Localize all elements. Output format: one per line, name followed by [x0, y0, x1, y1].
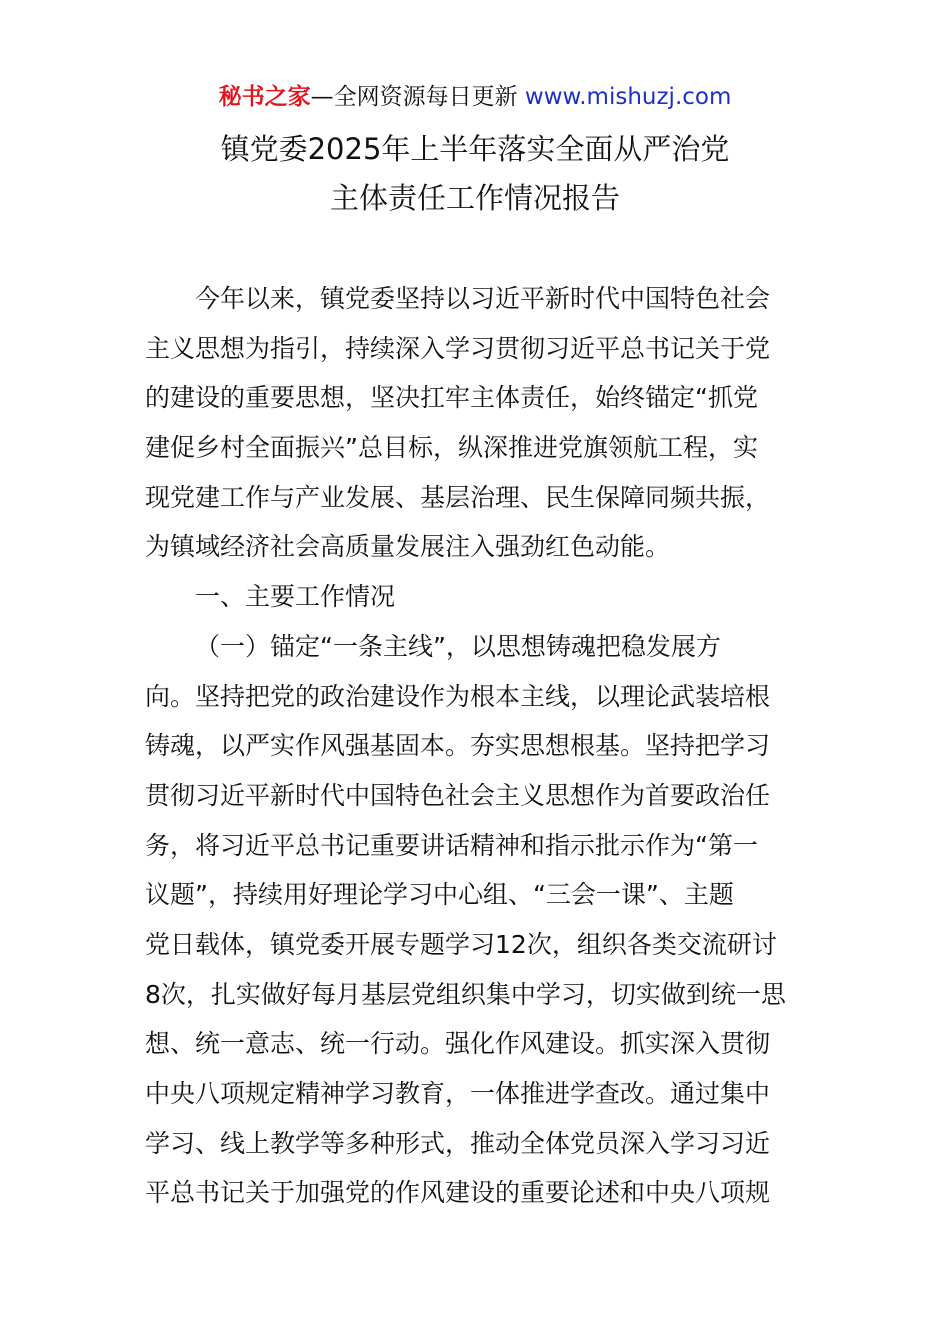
- body-line: 平总书记关于加强党的作风建设的重要论述和中央八项规: [145, 1178, 771, 1208]
- subsection-heading-line: （一）锚定“一条主线”，以思想铸魂把稳发展方: [195, 631, 721, 661]
- section-heading: 一、主要工作情况: [195, 582, 396, 612]
- banner-url-link[interactable]: www.mishuzj.com: [524, 84, 732, 110]
- body-line: 今年以来，镇党委坚持以习近平新时代中国特色社会: [195, 284, 771, 313]
- body-line: 党日载体，镇党委开展专题学习12次，组织各类交流研讨: [145, 929, 777, 959]
- body-line: 议题”，持续用好理论学习中心组、“三会一课”、主题: [145, 880, 734, 910]
- body-line: 中央八项规定精神学习教育，一体推进学查改。通过集中: [145, 1079, 771, 1108]
- banner-tagline: —全网资源每日更新: [310, 84, 518, 110]
- body-line: 学习、线上教学等多种形式，推动全体党员深入学习习近: [145, 1128, 771, 1158]
- body-line: 想、统一意志、统一行动。强化作风建设。抓实深入贯彻: [145, 1029, 771, 1059]
- banner-brand: 秘书之家: [218, 84, 311, 110]
- document-title-line-2: 主体责任工作情况报告: [329, 181, 620, 215]
- body-line: 铸魂，以严实作风强基固本。夯实思想根基。坚持把学习: [145, 731, 771, 761]
- body-line: 主义思想为指引，持续深入学习贯彻习近平总书记关于党: [145, 333, 771, 363]
- body-line: 现党建工作与产业发展、基层治理、民生保障同频共振，: [145, 482, 771, 512]
- document-body: [145, 274, 809, 1218]
- body-line: 8次，扎实做好每月基层党组织集中学习，切实做到统一思: [145, 979, 786, 1009]
- body-line: 向。坚持把党的政治建设作为根本主线，以理论武装培根: [145, 681, 771, 711]
- body-line: 建促乡村全面振兴”总目标，纵深推进党旗领航工程，实: [145, 433, 758, 463]
- body-line: 贯彻习近平新时代中国特色社会主义思想作为首要政治任: [145, 780, 771, 810]
- body-line: 务，将习近平总书记重要讲话精神和指示批示作为“第一: [145, 830, 758, 860]
- body-line: 为镇域经济社会高质量发展注入强劲红色动能。: [145, 532, 671, 562]
- body-line: 的建设的重要思想，坚决扛牢主体责任，始终锚定“抓党: [145, 383, 758, 413]
- document-title-line-1: 镇党委2025年上半年落实全面从严治党: [220, 132, 730, 166]
- site-banner: [0, 82, 950, 112]
